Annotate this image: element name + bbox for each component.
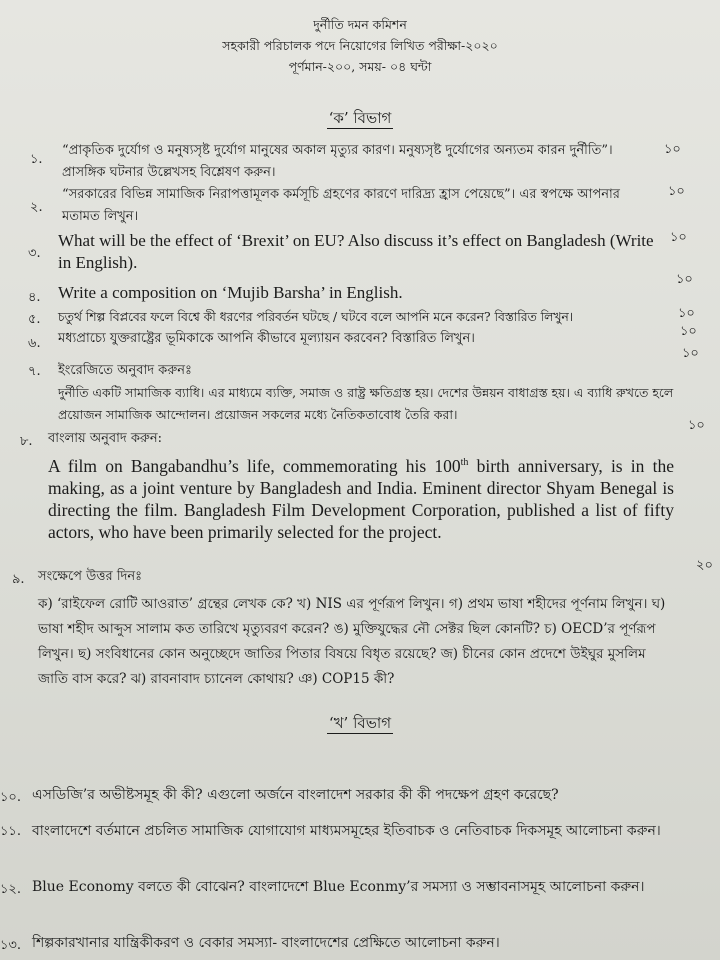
translation-passage-english: A film on Bangabandhu’s life, commemorating his 100th birth anniversary, is in the making, as a joint venture by Bangladesh and India. Eminent director Shyam Benegal is directing the film. Bangladesh Film Development Corporation, published a list of fifty actors, who have been primarily selected for the project.: [48, 455, 674, 542]
question-marks: ১০: [676, 272, 693, 287]
question-text: What will be the effect of ‘Brexit’ on EU? Also discuss it’s effect on Bangladesh (Write in English).: [58, 231, 654, 272]
question-marks: ১০: [680, 324, 697, 339]
question-text: শিল্পকারখানার যান্ত্রিকীকরণ ও বেকার সমস্যা- বাংলাদেশের প্রেক্ষিতে আলোচনা করুন।: [32, 935, 500, 951]
translation-passage-bangla: দুর্নীতি একটি সামাজিক ব্যাধি। এর মাধ্যমে ব্যক্তি, সমাজ ও রাষ্ট্র ক্ষতিগ্রস্ত হয়। দেশের উন্নয়ন বাধাগ্রস্ত হয়। এ ব্যাধি রুখতে হলে প্রয়োজন সামাজিক আন্দোলন। প্রয়োজন সকলের মধ্যে নৈতিকতাবোধ তৈরি করা।: [58, 385, 674, 422]
question-number: ২.: [30, 200, 43, 215]
question-number: ৩.: [28, 246, 41, 261]
question-instruction: সংক্ষেপে উত্তর দিনঃ: [38, 569, 143, 584]
section-kha-title: ‘খ’ বিভাগ: [328, 714, 392, 732]
section-ka-title: ‘ক’ বিভাগ: [328, 109, 392, 127]
question-instruction: বাংলায় অনুবাদ করুন:: [48, 431, 163, 446]
short-questions-block: ক) ‘রাইফেল রোটি আওরাত’ গ্রন্থের লেখক কে? খ) NIS এর পূর্ণরূপ লিখুন। গ) প্রথম ভাষা শহীদের পূর্ণনাম লিখুন। ঘ) ভাষা শহীদ আব্দুস সালাম কত তারিখে মৃত্যুবরণ করেন? ঙ) মুক্তিযুদ্ধের নৌ সেক্টর ছিল কোনটি? চ) OECD’র পূর্ণরূপ লিখুন। ছ) সংবিধানের কোন অনুচ্ছেদে জাতির পিতার বিষয়ে বিধৃত রয়েছে? জ) চীনের কোন প্রদেশে উইঘুর মুসলিম জাতি বাস করে? ঝ) রাবনাবাদ চ্যানেল কোথায়? ঞ) COP15 কী?: [38, 596, 666, 687]
question-number: ৪.: [28, 290, 41, 305]
exam-title: সহকারী পরিচালক পদে নিয়োগের লিখিত পরীক্ষা-২০২০: [222, 38, 498, 53]
question-instruction: ইংরেজিতে অনুবাদ করুনঃ: [58, 363, 192, 378]
question-number: ১.: [30, 152, 43, 167]
question-marks: ১০: [664, 142, 681, 157]
question-number: ৬.: [28, 336, 41, 351]
question-text: Write a composition on ‘Mujib Barsha’ in English.: [58, 283, 403, 302]
question-number: ১০.: [0, 790, 22, 805]
question-text: “সরকারের বিভিন্ন সামাজিক নিরাপত্তামূলক কর্মসূচি গ্রহণের কারণে দারিদ্র্য হ্রাস পেয়েছে”। এর স্বপক্ষে আপনার মতামত লিখুন।: [62, 187, 620, 224]
question-text: “প্রাকৃতিক দুর্যোগ ও মনুষ্যসৃষ্ট দুর্যোগ মানুষের অকাল মৃত্যুর কারণ। মনুষ্যসৃষ্ট দুর্যোগের অন্যতম কারন দুর্নীতি”। প্রাসঙ্গিক ঘটনার উল্লেখসহ বিশ্লেষণ করুন।: [62, 143, 613, 180]
question-text: মধ্যপ্রাচ্যে যুক্তরাষ্ট্রের ভূমিকাকে আপনি কীভাবে মূল্যায়ন করবেন? বিস্তারিত লিখুন।: [58, 331, 475, 346]
question-marks: ১০: [678, 306, 695, 321]
exam-header: [0, 0, 720, 77]
question-text: এসডিজি’র অভীষ্টসমূহ কী কী? এগুলো অর্জনে বাংলাদেশ সরকার কী কী পদক্ষেপ গ্রহণ করেছে?: [32, 787, 559, 803]
question-text: Blue Economy বলতে কী বোঝেন? বাংলাদেশে Blue Econmy’র সমস্যা ও সম্ভাবনাসমূহ আলোচনা করুন।: [32, 879, 645, 895]
question-marks: ১০: [688, 418, 705, 433]
question-number: ৯.: [12, 572, 25, 587]
question-marks: ১০: [682, 346, 699, 361]
question-number: ৮.: [20, 434, 33, 449]
question-number: ৫.: [28, 312, 41, 327]
question-number: ১১.: [0, 824, 22, 839]
question-text: বাংলাদেশে বর্তমানে প্রচলিত সামাজিক যোগাযোগ মাধ্যমসমূহের ইতিবাচক ও নেতিবাচক দিকসমূহ আলোচনা করুন।: [32, 823, 661, 839]
commission-name: দুর্নীতি দমন কমিশন: [313, 17, 407, 32]
question-number: ১২.: [0, 882, 22, 897]
question-text: চতুর্থ শিল্প বিপ্লবের ফলে বিশ্বে কী ধরণের পরিবর্তন ঘটছে / ঘটবে বলে আপনি মনে করেন? বিস্তারিত লিখুন।: [58, 310, 574, 324]
marks-time-line: পূর্ণমান-২০০, সময়- ০৪ ঘন্টা: [288, 59, 432, 74]
question-number: ১৩.: [0, 938, 22, 953]
question-marks: ১০: [670, 230, 687, 245]
question-marks: ১০: [668, 184, 685, 199]
question-marks: ২০: [696, 558, 713, 573]
question-number: ৭.: [28, 364, 41, 379]
